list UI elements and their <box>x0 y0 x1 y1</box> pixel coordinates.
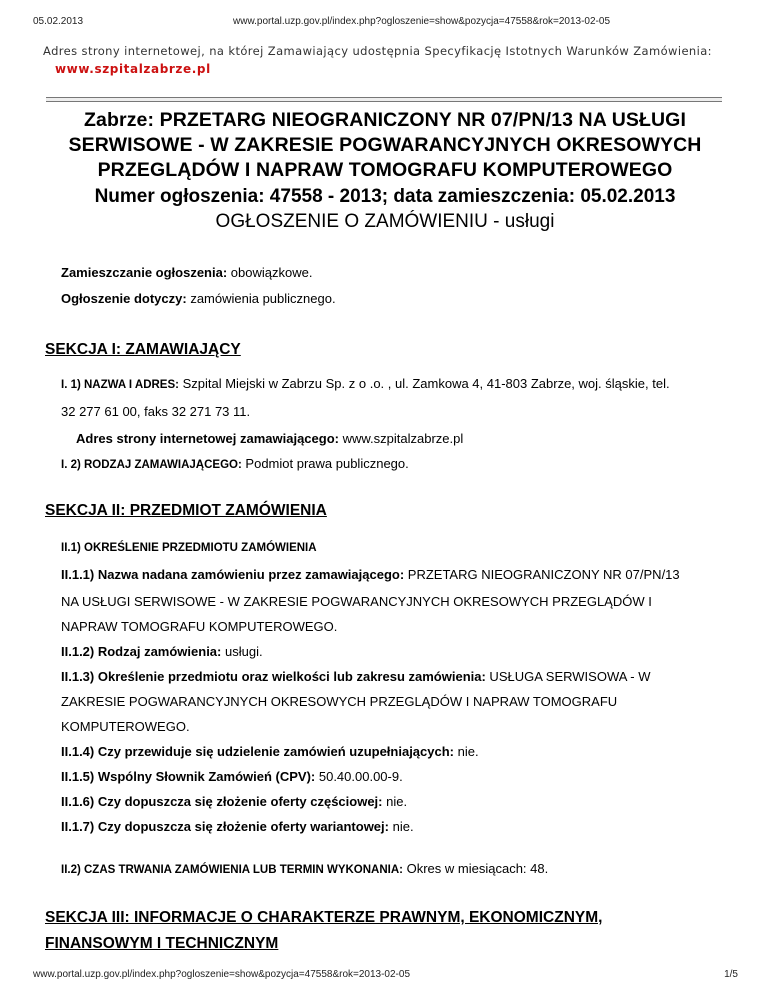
title-heading: Zabrze: PRZETARG NIEOGRANICZONY NR 07/PN/13 NA USŁUGI SERWISOWE - W ZAKRESIE POGWARANCYJNYCH OKRESOWYCH PRZEGLĄDÓW I NAPRAW TOMOGRAFU KOMPUTEROWEGO <box>68 109 702 181</box>
item-2-1-3-line3: KOMPUTEROWEGO. <box>61 719 190 734</box>
section-1-heading: SEKCJA I: ZAMAWIAJĄCY <box>45 341 241 358</box>
contracting-authority-name: I. 1) NAZWA I ADRES: Szpital Miejski w Zabrzu Sp. z o .o. , ul. Zamkowa 4, 41-803 Zabrze, woj. śląskie, tel. <box>61 376 670 391</box>
print-header-url[interactable]: www.portal.uzp.gov.pl/index.php?ogloszenie=show&pozycja=47558&rok=2013-02-05 <box>233 16 611 27</box>
item-2-1-1: II.1.1) Nazwa nadana zamówieniu przez zamawiającego: PRZETARG NIEOGRANICZONY NR 07/PN/13 <box>61 567 680 582</box>
item-2-1-3-line2: ZAKRESIE POGWARANCYJNYCH OKRESOWYCH PRZEGLĄDÓW I NAPRAW TOMOGRAFU <box>61 694 618 709</box>
intro-publication: Zamieszczanie ogłoszenia: obowiązkowe. <box>61 265 313 280</box>
subject-definition-heading: II.1) OKREŚLENIE PRZEDMIOTU ZAMÓWIENIA <box>61 542 317 554</box>
announcement-kind: OGŁOSZENIE O ZAMÓWIENIU - usługi <box>215 211 555 232</box>
announcement-number: Numer ogłoszenia: 47558 - 2013; data zamieszczenia: 05.02.2013 <box>94 186 676 207</box>
intro-concerns: Ogłoszenie dotyczy: zamówienia publicznego. <box>61 291 336 306</box>
print-date: 05.02.2013 <box>33 16 84 27</box>
section-3-heading: SEKCJA III: INFORMACJE O CHARAKTERZE PRAWNYM, EKONOMICZNYM, FINANSOWYM I TECHNICZNYM <box>45 909 603 952</box>
item-2-1-1-line3: NAPRAW TOMOGRAFU KOMPUTEROWEGO. <box>61 619 338 634</box>
item-2-1-5: II.1.5) Wspólny Słownik Zamówień (CPV): 50.40.00.00-9. <box>61 769 403 784</box>
horizontal-rule <box>46 97 722 102</box>
contracting-authority-type: I. 2) RODZAJ ZAMAWIAJĄCEGO: Podmiot prawa publicznego. <box>61 456 409 471</box>
item-2-1-2: II.1.2) Rodzaj zamówienia: usługi. <box>61 644 263 659</box>
address-label: Adres strony internetowej, na której Zamawiający udostępnia Specyfikację Istotnych Warunków Zamówienia: <box>43 44 712 58</box>
item-2-1-7: II.1.7) Czy dopuszcza się złożenie oferty wariantowej: nie. <box>61 819 414 834</box>
item-2-1-3: II.1.3) Określenie przedmiotu oraz wielkości lub zakresu zamówienia: USŁUGA SERWISOWA - W <box>61 669 651 684</box>
announcement-title <box>40 108 730 234</box>
contracting-authority-phone: 32 277 61 00, faks 32 271 73 11. <box>61 404 251 419</box>
section-2-heading: SEKCJA II: PRZEDMIOT ZAMÓWIENIA <box>45 502 327 519</box>
item-2-1-6: II.1.6) Czy dopuszcza się złożenie oferty częściowej: nie. <box>61 794 408 809</box>
print-footer-url[interactable]: www.portal.uzp.gov.pl/index.php?ogloszenie=show&pozycja=47558&rok=2013-02-05 <box>33 969 411 980</box>
address-link[interactable]: www.szpitalzabrze.pl <box>55 62 211 76</box>
page-number: 1/5 <box>724 969 738 980</box>
item-2-1-4: II.1.4) Czy przewiduje się udzielenie zamówień uzupełniających: nie. <box>61 744 479 759</box>
contracting-authority-website: Adres strony internetowej zamawiającego: www.szpitalzabrze.pl <box>76 431 464 446</box>
item-2-1-1-line2: NA USŁUGI SERWISOWE - W ZAKRESIE POGWARANCYJNYCH OKRESOWYCH PRZEGLĄDÓW I <box>61 594 652 609</box>
item-2-2-duration: II.2) CZAS TRWANIA ZAMÓWIENIA LUB TERMIN WYKONANIA: Okres w miesiącach: 48. <box>61 861 549 876</box>
